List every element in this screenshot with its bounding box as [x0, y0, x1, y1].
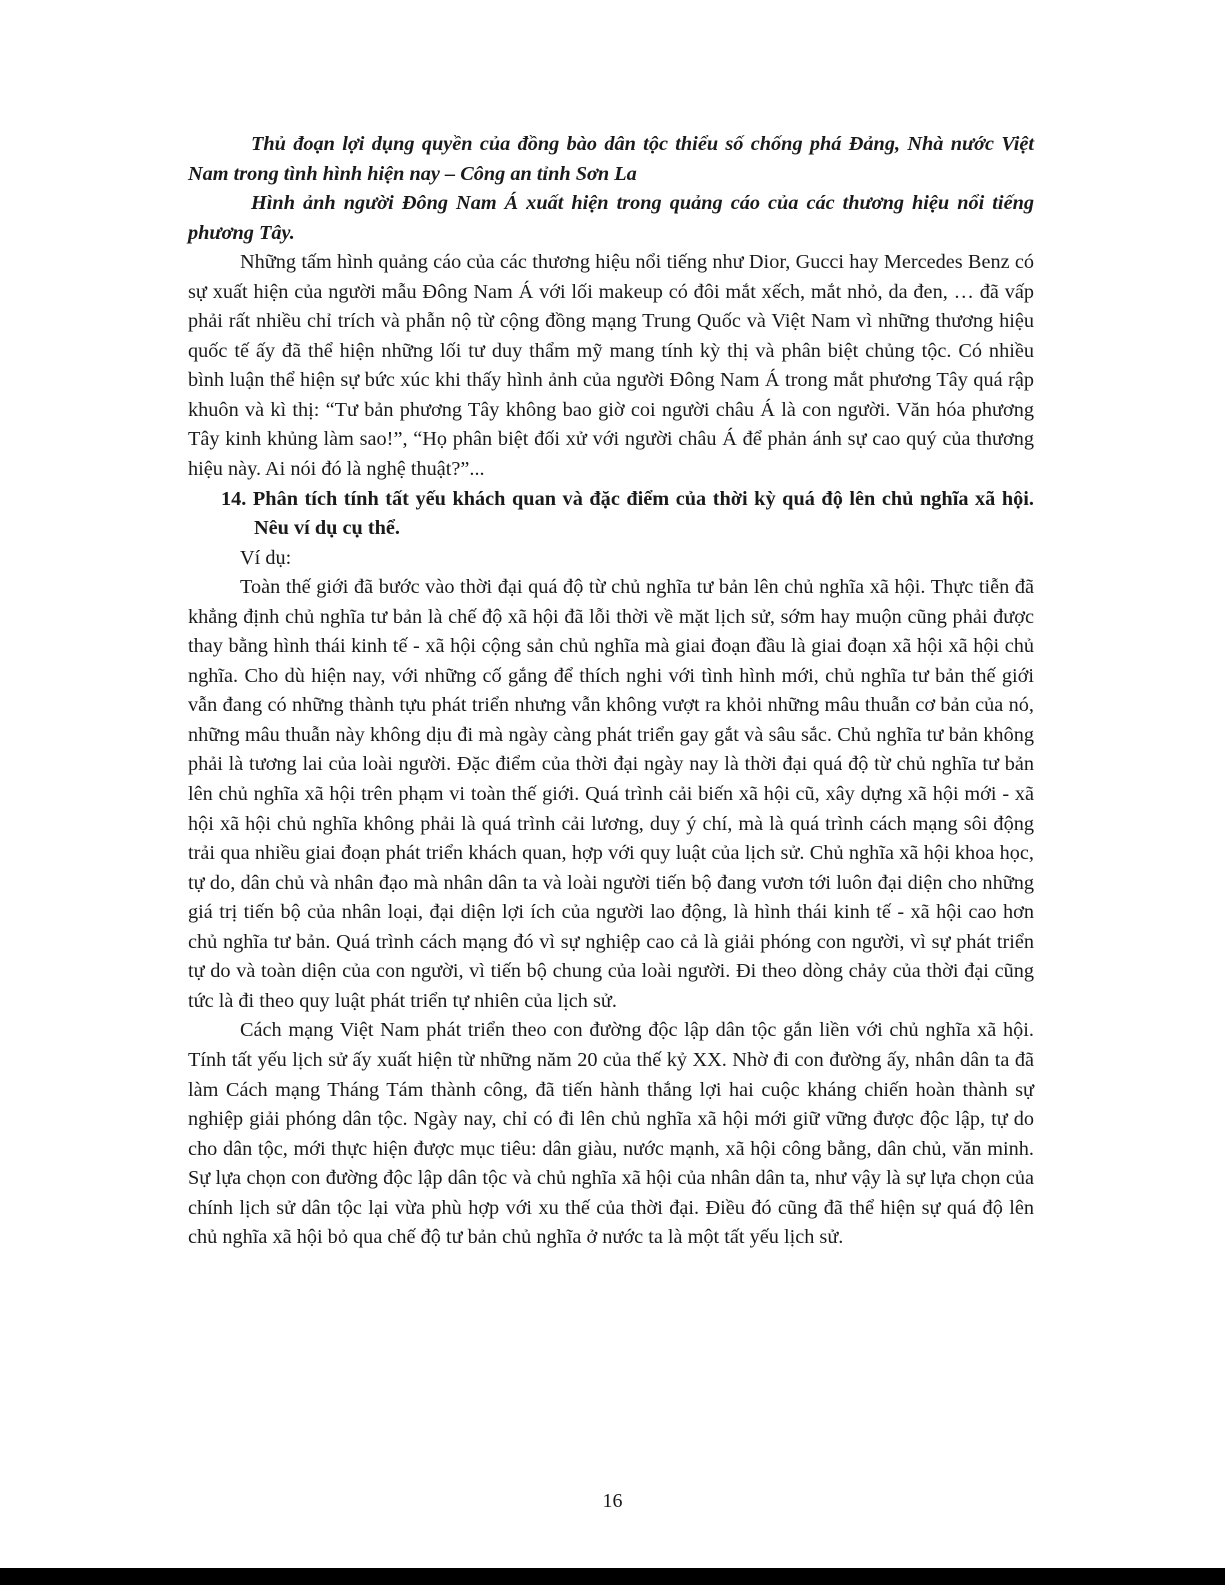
- page-number: 16: [602, 1490, 623, 1512]
- body-paragraph: Toàn thế giới đã bước vào thời đại quá độ từ chủ nghĩa tư bản lên chủ nghĩa xã hội. Thực tiễn đã khẳng định chủ nghĩa tư bản là chế độ xã hội đã lỗi thời về mặt lịch sử, sớm hay muộn cũng phải được thay bằng hình thái kinh tế - xã hội cộng sản chủ nghĩa mà giai đoạn đầu là giai đoạn xã hội xã hội chủ nghĩa. Cho dù hiện nay, với những cố gắng để thích nghi với tình hình mới, chủ nghĩa tư bản thế giới vẫn đang có những thành tựu phát triển nhưng vẫn không vượt ra khỏi những mâu thuẫn cơ bản của nó, những mâu thuẫn này không dịu đi mà ngày càng phát triển gay gắt và sâu sắc. Chủ nghĩa tư bản không phải là tương lai của loài người. Đặc điểm của thời đại ngày nay là thời đại quá độ từ chủ nghĩa tư bản lên chủ nghĩa xã hội trên phạm vi toàn thế giới. Quá trình cải biến xã hội cũ, xây dựng xã hội mới - xã hội xã hội chủ nghĩa không phải là quá trình cải lương, duy ý chí, mà là quá trình cách mạng sôi động trải qua nhiều giai đoạn phát triển khách quan, hợp với quy luật của lịch sử. Chủ nghĩa xã hội khoa học, tự do, dân chủ và nhân đạo mà nhân dân ta và loài người tiến bộ đang vươn tới luôn đại diện cho những giá trị tiến bộ của nhân loại, đại diện lợi ích của người lao động, là hình thái kinh tế - xã hội cao hơn chủ nghĩa tư bản. Quá trình cách mạng đó vì sự nghiệp cao cả là giải phóng con người, vì sự phát triển tự do và toàn diện của con người, vì tiến bộ chung của loài người. Đi theo dòng chảy của thời đại cũng tức là đi theo quy luật phát triển tự nhiên của lịch sử.: [188, 576, 1034, 1012]
- example-label: Ví dụ:: [240, 546, 292, 569]
- question-heading: 14. Phân tích tính tất yếu khách quan và đặc điểm của thời kỳ quá độ lên chủ nghĩa xã hội. Nêu ví dụ cụ thể.: [221, 487, 1034, 540]
- italic-subtitle-paragraph: Hình ảnh người Đông Nam Á xuất hiện trong quảng cáo của các thương hiệu nổi tiếng phương Tây.: [188, 192, 1034, 244]
- body-paragraph: Những tấm hình quảng cáo của các thương hiệu nổi tiếng như Dior, Gucci hay Mercedes Benz có sự xuất hiện của người mẫu Đông Nam Á với lối makeup có đôi mắt xếch, mắt nhỏ, da đen, … đã vấp phải rất nhiều chỉ trích và phẫn nộ từ cộng đồng mạng Trung Quốc và Việt Nam vì những thương hiệu quốc tế ấy đã thể hiện những lối tư duy thẩm mỹ mang tính kỳ thị và phân biệt chủng tộc. Có nhiều bình luận thể hiện sự bức xúc khi thấy hình ảnh của người Đông Nam Á trong mắt phương Tây quá rập khuôn và kì thị: “Tư bản phương Tây không bao giờ coi người châu Á là con người. Văn hóa phương Tây kinh khủng làm sao!”, “Họ phân biệt đối xử với người châu Á để phản ánh sự cao quý của thương hiệu này. Ai nói đó là nghệ thuật?”...: [188, 251, 1034, 481]
- page-body: [188, 130, 1034, 1253]
- italic-citation-paragraph: Thủ đoạn lợi dụng quyền của đồng bào dân tộc thiểu số chống phá Đảng, Nhà nước Việt Nam trong tình hình hiện nay – Công an tỉnh Sơn La: [188, 133, 1034, 185]
- body-paragraph: Cách mạng Việt Nam phát triển theo con đường độc lập dân tộc gắn liền với chủ nghĩa xã hội. Tính tất yếu lịch sử ấy xuất hiện từ những năm 20 của thế kỷ XX. Nhờ đi con đường ấy, nhân dân ta đã làm Cách mạng Tháng Tám thành công, đã tiến hành thắng lợi hai cuộc kháng chiến hoàn thành sự nghiệp giải phóng dân tộc. Ngày nay, chỉ có đi lên chủ nghĩa xã hội mới giữ vững được độc lập, tự do cho dân tộc, mới thực hiện được mục tiêu: dân giàu, nước mạnh, xã hội công bằng, dân chủ, văn minh. Sự lựa chọn con đường độc lập dân tộc và chủ nghĩa xã hội của nhân dân ta, như vậy là sự lựa chọn của chính lịch sử dân tộc lại vừa phù hợp với xu thế của thời đại. Điều đó cũng đã thể hiện sự quá độ lên chủ nghĩa xã hội bỏ qua chế độ tư bản chủ nghĩa ở nước ta là một tất yếu lịch sử.: [188, 1019, 1034, 1249]
- bottom-edge-bar: [0, 1568, 1225, 1585]
